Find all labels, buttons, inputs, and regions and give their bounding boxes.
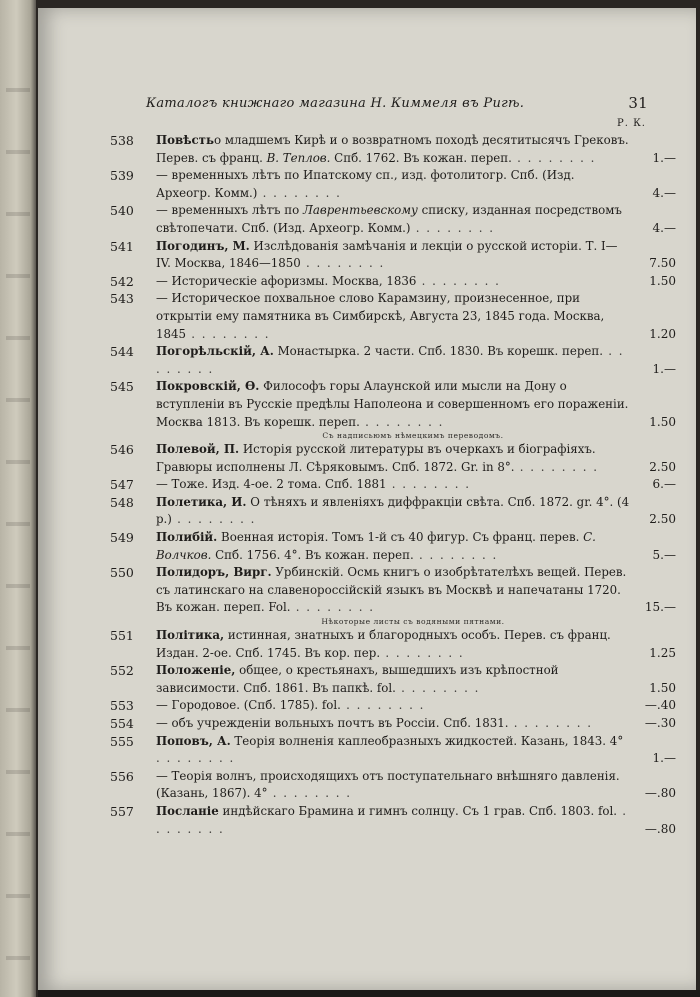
entry-price: 15.— <box>644 600 676 615</box>
entry-text: Монастырка. 2 части. Спб. 1830. Въ корешк. переп. <box>273 344 604 359</box>
entry-author: Покровскій, Ѳ. <box>156 379 260 394</box>
entry-author: Полидоръ, Вирг. <box>156 565 272 580</box>
entry-text: Изслѣдованія замѣчанія и лекціи о русской исторіи. Т. I—IV. Москва, 1846—1850 <box>156 238 618 271</box>
entry-number: 546 <box>110 442 134 458</box>
entry-text: Урбинскій. Осмь книгъ о изобрѣтателѣхъ вещей. Перев. съ латинскаго на славенороссійскій языкъ въ Москвѣ и напечатаны 1720. Въ кожан. переп. Fol. <box>156 565 627 615</box>
entry-text: Теорія волненія каплеобразныхъ жидкостей. Казань, 1843. 4° <box>230 733 624 748</box>
catalog-entry <box>110 803 676 838</box>
entry-number: 543 <box>110 291 134 307</box>
leader-dots: . . . . . . . . <box>290 600 375 615</box>
entry-author: Погорѣльскій, А. <box>156 344 274 359</box>
entry-number: 552 <box>110 663 134 679</box>
entry-number: 544 <box>110 344 134 360</box>
leader-dots: . . . . . . . . <box>257 185 342 200</box>
catalog-entries <box>110 132 676 838</box>
entry-number: 545 <box>110 379 134 395</box>
entry-price: 1.50 <box>649 273 676 288</box>
catalog-page <box>38 8 696 990</box>
entry-author: Посланіе <box>156 803 219 818</box>
leader-dots: . . . . . . . . <box>156 803 628 836</box>
leader-dots: . . . . . . . . <box>514 459 599 474</box>
catalog-entry <box>110 564 676 617</box>
catalog-entry <box>110 697 676 715</box>
entry-italic: В. Теплов. <box>266 150 331 165</box>
entry-price: 2.50 <box>649 459 676 474</box>
catalog-entry <box>110 378 676 431</box>
entry-price: 1.— <box>652 150 676 165</box>
entry-italic: С. Волчков. <box>156 530 596 562</box>
leader-dots: . . . . . . . . <box>340 698 425 713</box>
entry-number: 538 <box>110 133 134 148</box>
catalog-entry <box>110 768 676 803</box>
entry-number: 553 <box>110 698 134 714</box>
entry-text: о младшемъ Кирѣ и о возвратномъ походѣ десятитысячъ Грековъ. Перев. съ франц. <box>156 133 629 165</box>
entry-price: 6.— <box>652 477 676 492</box>
leader-dots: . . . . . . . . <box>186 326 271 341</box>
entry-text: О тѣняхъ и явленіяхъ диффракціи свѣта. Спб. 1872. gr. 4°. (4 р.) <box>156 494 630 527</box>
leader-dots: . . . . . . . . <box>413 547 498 562</box>
entry-note: Нѣкоторые листы съ водяными пятнами. <box>321 617 505 627</box>
entry-number: 548 <box>110 494 134 510</box>
catalog-entry <box>110 529 676 564</box>
entry-price: —.80 <box>644 821 676 836</box>
leader-dots: . . . . . . . . <box>267 786 352 801</box>
catalog-entry <box>110 627 676 662</box>
entry-price: —.80 <box>644 786 676 801</box>
entry-author: Полибій. <box>156 530 218 545</box>
catalog-entry <box>110 290 676 343</box>
entry-text: — Историческіе афоризмы. Москва, 1836 <box>156 273 417 288</box>
running-header <box>146 96 646 111</box>
leader-dots: . . . . . . . . <box>380 645 465 660</box>
entry-price: 1.— <box>652 361 676 376</box>
entry-author: Полетика, И. <box>156 494 247 509</box>
leader-dots: . . . . . . . . <box>508 716 593 730</box>
catalog-entry <box>110 715 676 733</box>
entry-text: — Тоже. Изд. 4-ое. 2 тома. Спб. 1881 <box>156 477 387 492</box>
entry-note: Съ надписьюмъ нѣмецкимъ переводомъ. <box>322 431 504 441</box>
leader-dots: . . . . . . . . <box>156 344 625 376</box>
catalog-entry <box>110 662 676 697</box>
entry-author: Погодинъ, М. <box>156 238 250 253</box>
entry-number: 550 <box>110 565 134 581</box>
catalog-entry <box>110 167 676 202</box>
entry-price: 1.50 <box>649 680 676 695</box>
entry-author: Поповъ, А. <box>156 733 231 748</box>
entry-number: 547 <box>110 477 134 493</box>
entry-number: 551 <box>110 628 134 644</box>
catalog-entry <box>110 343 676 378</box>
leader-dots: . . . . . . . . <box>395 680 480 695</box>
entry-text: — Историческое похвальное слово Карамзину, произнесенное, при открытіи ему памятника въ Симбирскѣ, Августа 23, 1845 года. Москва, 1845 <box>156 291 605 341</box>
leader-dots: . . . . . . . . <box>416 273 501 288</box>
leader-dots: . . . . . . . . <box>511 150 596 165</box>
entry-text: истинная, знатныхъ и благородныхъ особъ. Перев. съ франц. Издан. 2-ое. Спб. 1745. Въ кор. пер. <box>156 628 611 660</box>
entry-author: Політика, <box>156 628 225 643</box>
catalog-entry <box>110 476 676 494</box>
catalog-entry <box>110 132 676 167</box>
entry-number: 556 <box>110 768 134 784</box>
entry-author: Повѣсть <box>156 133 214 147</box>
leader-dots: . . . . . . . . <box>300 256 385 271</box>
entry-price: 1.20 <box>649 326 676 341</box>
entry-number: 555 <box>110 733 134 749</box>
entry-price: —.40 <box>644 698 676 713</box>
entry-text-tail: Спб. 1762. Въ кожан. переп. <box>330 150 512 165</box>
entry-price: 4.— <box>652 220 676 235</box>
entry-text: — объ учрежденіи вольныхъ почтъ въ Россіи. Спб. 1831. <box>156 716 509 730</box>
catalog-entry <box>110 238 676 273</box>
page-number: 31 <box>628 94 648 112</box>
entry-price: 4.— <box>652 185 676 200</box>
catalog-entry <box>110 733 676 768</box>
facing-page-edge <box>0 0 36 997</box>
entry-text: — временныхъ лѣтъ по Ипатскому сп., изд. фотолитогр. Спб. (Изд. Археогр. Комм.) <box>156 168 575 200</box>
leader-dots: . . . . . . . . <box>359 414 444 429</box>
entry-text: — временныхъ лѣтъ по <box>156 203 304 218</box>
entry-price: 5.— <box>652 547 676 562</box>
currency-label: Р. К. <box>616 118 646 129</box>
entry-author: Полевой, П. <box>156 442 240 457</box>
entry-text: Исторія русской литературы въ очеркахъ и біографіяхъ. Гравюры исполнены Л. Сѣряковымъ. Спб. 1872. Gr. in 8°. <box>156 442 596 474</box>
entry-number: 542 <box>110 273 134 289</box>
leader-dots: . . . . . . . . <box>156 751 235 766</box>
catalog-entry <box>110 494 676 529</box>
entry-price: 7.50 <box>649 256 676 271</box>
entry-italic: Лаврентьевскому <box>303 203 418 218</box>
entry-author: Положеніе, <box>156 663 236 678</box>
entry-price: 1.50 <box>649 414 676 429</box>
entry-text: Военная исторія. Томъ 1-й съ 40 фигур. Съ франц. перев. <box>217 530 584 545</box>
table-surface <box>38 990 700 997</box>
entry-number: 540 <box>110 203 134 219</box>
entry-number: 557 <box>110 803 134 819</box>
entry-text: индѣйскаго Брамина и гимнъ солнцу. Съ 1 грав. Спб. 1803. fol. <box>218 803 617 818</box>
leader-dots: . . . . . . . . <box>171 512 256 527</box>
entry-price: —.30 <box>644 716 676 730</box>
entry-text: общее, о крестьянахъ, вышедшихъ изъ крѣпостной зависимости. Спб. 1861. Въ папкѣ. fol. <box>156 663 559 695</box>
entry-number: 549 <box>110 530 134 546</box>
entry-text: Философъ горы Алаунской или мысли на Дону о вступленіи въ Русскіе предѣлы Наполеона и совершенномъ его пораженіи. Москва 1813. Въ корешк. переп. <box>156 379 629 429</box>
entry-number: 539 <box>110 168 134 184</box>
entry-price: 2.50 <box>649 512 676 527</box>
leader-dots: . . . . . . . . <box>386 477 471 492</box>
catalog-entry <box>110 441 676 476</box>
running-title: Каталогъ книжнаго магазина Н. Киммеля въ Ригѣ. <box>146 96 525 111</box>
entry-text: — Городовое. (Спб. 1785). fol. <box>156 698 341 713</box>
catalog-entry <box>110 202 676 237</box>
leader-dots: . . . . . . . . <box>410 220 495 235</box>
entry-price: 1.25 <box>649 645 676 660</box>
entry-price: 1.— <box>652 751 676 766</box>
entry-text: — Теорія волнъ, происходящихъ отъ поступательнаго внѣшняго давленія. (Казань, 1867). 4° <box>156 768 620 801</box>
entry-number: 554 <box>110 716 134 731</box>
catalog-entry <box>110 273 676 291</box>
entry-text-tail: списку, изданная посредствомъ свѣтопечати. Спб. (Изд. Археогр. Комм.) <box>156 203 622 235</box>
entry-number: 541 <box>110 238 134 254</box>
entry-text-tail: Спб. 1756. 4°. Въ кожан. переп. <box>211 547 414 562</box>
